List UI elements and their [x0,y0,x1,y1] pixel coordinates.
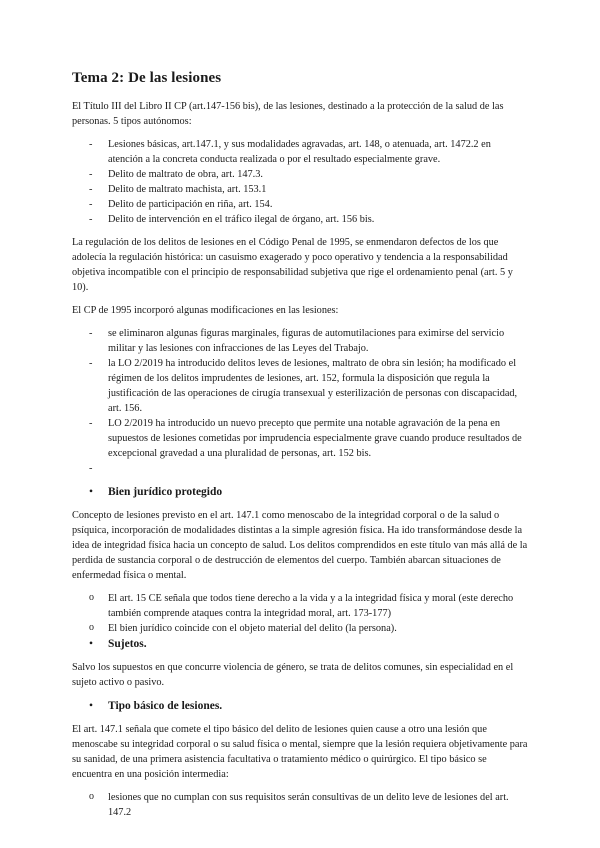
list-item: - la LO 2/2019 ha introducido delitos leves de lesiones, maltrato de obra sin lesión; ha modificado el régimen de los delitos imprudentes de lesiones, art. 152, formula la disposición que regula la justificación de las operaciones de cirugía transexual y esterilización de personas con discapacidad, art. 156. [72,356,528,416]
sujetos-paragraph: Salvo los supuestos en que concurre violencia de género, se trata de delitos comunes, sin especialidad en el sujeto activo o pasivo. [72,662,514,688]
page-title: Tema 2: De las lesiones [72,70,222,86]
list-item: - LO 2/2019 ha introducido un nuevo precepto que permite una notable agravación de la pena en supuestos de lesiones cometidas por imprudencia especialmente grave cuando produce resultados de excepcional gravedad a una pluralidad de personas, art. 152 bis. [72,416,528,461]
tipo-basico-list [72,790,528,820]
section-heading-tipo-basico: • Tipo básico de lesiones. [72,698,528,714]
list-item: - Delito de participación en riña, art. 154. [72,197,528,212]
intro-paragraph: El Título III del Libro II CP (art.147-156 bis), de las lesiones, destinado a la protección de la salud de las personas. 5 tipos autónomos: [72,101,504,127]
modificaciones-list [72,326,528,476]
list-item: - Delito de intervención en el tráfico ilegal de órgano, art. 156 bis. [72,212,528,227]
list-item: - Delito de maltrato de obra, art. 147.3. [72,167,528,182]
bien-juridico-list [72,591,528,636]
section-heading-sujetos: • Sujetos. [72,636,528,652]
regulacion-paragraph: La regulación de los delitos de lesiones en el Código Penal de 1995, se enmendaron defectos de los que adolecía la regulación histórica: un casuismo exagerado y poco operativo y tendencia a la responsabilidad objetiva incompatible con el principio de responsabilidad subjetiva que rige el ordenamiento penal (art. 5 y 10). [72,237,513,293]
list-item: - se eliminaron algunas figuras marginales, figuras de automutilaciones para eximirse del servicio militar y las lesiones con infracciones de las Leyes del Trabajo. [72,326,528,356]
list-item: - Lesiones básicas, art.147.1, y sus modalidades agravadas, art. 148, o atenuada, art. 1472.2 en atención a la concreta conducta realizada o por el resultado especialmente grave. [72,137,528,167]
bien-juridico-paragraph: Concepto de lesiones previsto en el art. 147.1 como menoscabo de la integridad corporal o de la salud o psíquica, incorporación de modalidades distintas a la simple agresión física. Ha ido transformándose desde la idea de integridad física hacia un concepto de salud. Los delitos comprendidos en este título van más allá de la perdida de sustancia corporal o de destrucción de elementos del cuerpo. También abarcan situaciones de enfermedad física o mental. [72,510,528,581]
cp1995-paragraph: El CP de 1995 incorporó algunas modificaciones en las lesiones: [72,305,339,316]
tipos-list [72,137,528,227]
list-item: o El bien jurídico coincide con el objeto material del delito (la persona). [72,621,528,636]
document-page [72,70,528,828]
list-item: o lesiones que no cumplan con sus requisitos serán consultivas de un delito leve de lesiones del art. 147.2 [72,790,528,820]
tipo-basico-paragraph: El art. 147.1 señala que comete el tipo básico del delito de lesiones quien cause a otro una lesión que menoscabe su integridad corporal o su salud física o mental, siempre que la lesión requiera objetivamente para su sanidad, de una primera asistencia facultativa o tratamiento médico o quirúrgico. El tipo básico se encuentra en una posición intermedia: [72,724,528,780]
list-item: - Delito de maltrato machista, art. 153.1 [72,182,528,197]
list-item: o El art. 15 CE señala que todos tiene derecho a la vida y a la integridad física y moral (este derecho también comprende ataques contra la integridad moral, art. 173-177) [72,591,528,621]
list-item [72,461,528,476]
section-heading-bien-juridico: • Bien jurídico protegido [72,484,528,500]
